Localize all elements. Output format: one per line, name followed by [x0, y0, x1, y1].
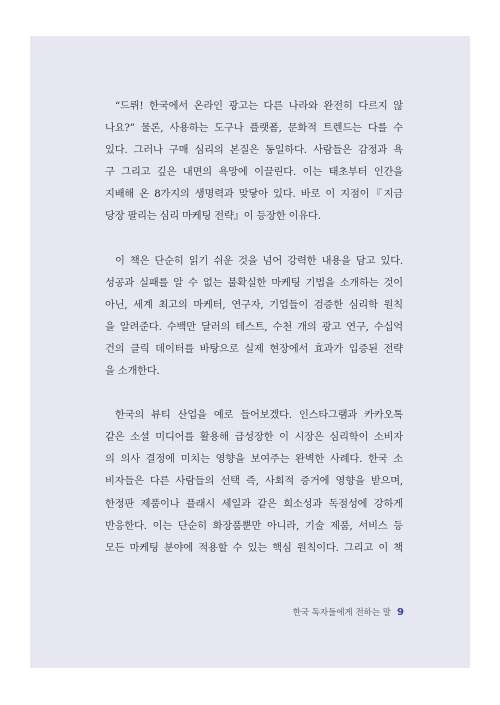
text-line: 이 책은 단순히 읽기 쉬운 것을 넘어 강력한 내용을 담고 있다. — [115, 255, 403, 267]
page-number: 9 — [397, 607, 404, 618]
body-text — [105, 96, 403, 582]
text-line: 건의 클릭 데이터를 바탕으로 실제 현장에서 효과가 입증된 전략 — [105, 343, 403, 355]
text-line: 같은 소셜 미디어를 활용해 급성장한 이 시장은 심리학이 소비자 — [105, 432, 403, 444]
text-line: 나요?” 물론, 사용하는 도구나 플랫폼, 문화적 트렌드는 다를 수 — [105, 123, 403, 135]
paragraph-3 — [105, 405, 403, 560]
text-line: 을 소개한다. — [105, 366, 160, 378]
paragraph-2 — [105, 251, 403, 384]
page-footer — [293, 606, 404, 618]
text-line: 성공과 실패를 알 수 없는 불확실한 마케팅 기법을 소개하는 것이 — [105, 277, 403, 289]
text-line: 의 의사 결정에 미치는 영향을 보여주는 완벽한 사례다. 한국 소 — [105, 454, 403, 466]
text-line: 한정판 제품이나 플래시 세일과 같은 희소성과 독점성에 강하게 — [105, 498, 403, 510]
text-line: 지배해 온 8가지의 생명력과 맞닿아 있다. 바로 이 지점이『지금 — [105, 189, 403, 201]
text-line: 반응한다. 이는 단순히 화장품뿐만 아니라, 기술 제품, 서비스 등 — [105, 520, 403, 532]
text-line: 비자들은 다른 사람들의 선택 즉, 사회적 증거에 영향을 받으며, — [105, 476, 403, 488]
running-footer-title: 한국 독자들에게 전하는 말 — [292, 608, 392, 618]
text-line: 있다. 그러나 구매 심리의 본질은 동일하다. 사람들은 감정과 욕 — [105, 145, 403, 157]
text-line: 아닌, 세계 최고의 마케터, 연구자, 기업들이 검증한 심리학 원칙 — [105, 299, 403, 311]
text-line: “드뤼! 한국에서 온라인 광고는 다른 나라와 완전히 다르지 않 — [115, 101, 403, 112]
text-line: 구 그리고 깊은 내면의 욕망에 이끌린다. 이는 태초부터 인간을 — [105, 167, 403, 179]
text-line: 을 알려준다. 수백만 달러의 테스트, 수천 개의 광고 연구, 수십억 — [105, 321, 403, 333]
paragraph-1 — [105, 96, 403, 229]
text-line: 당장 팔리는 심리 마케팅 전략』이 등장한 이유다. — [105, 211, 321, 223]
text-line: 한국의 뷰티 산업을 예로 들어보겠다. 인스타그램과 카카오톡 — [115, 410, 403, 422]
text-line: 모든 마케팅 분야에 적용할 수 있는 핵심 원칙이다. 그리고 이 책 — [105, 542, 403, 554]
